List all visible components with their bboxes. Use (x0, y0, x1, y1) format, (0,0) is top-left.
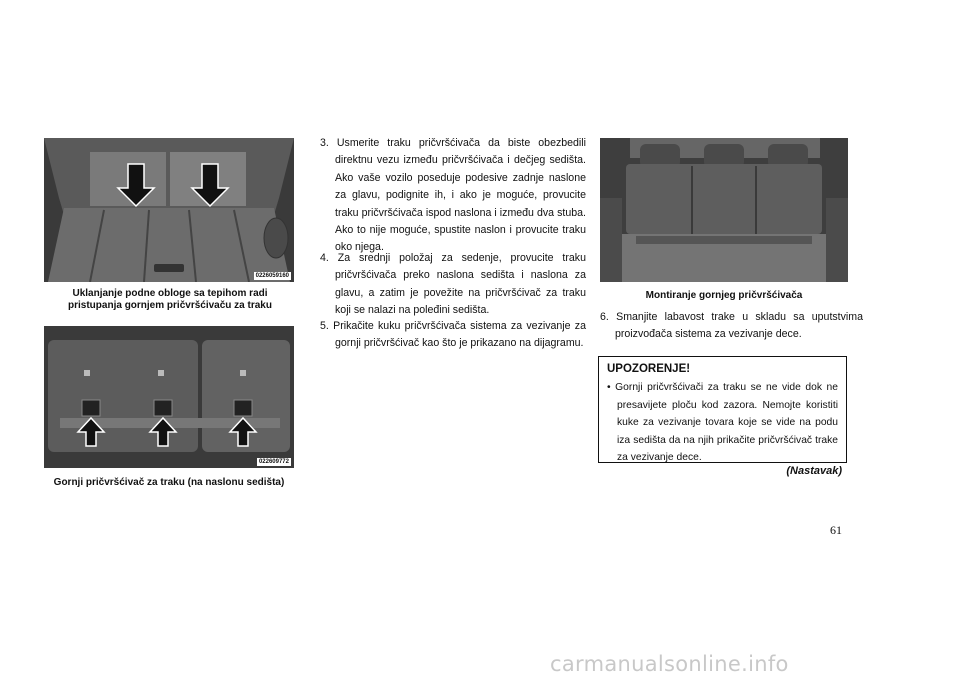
continued-label: (Nastavak) (786, 465, 842, 477)
page-number: 61 (830, 523, 842, 537)
step-text: Usmerite traku pričvršćivača da biste obezbedili direktnu vezu između pričvršćivača i dečjeg sedišta. Ako vaše vozilo poseduje podesive zadnje naslone za glavu, podignite ih, i ako je moguće, provucite traku pričvršćivača ispod naslona i između dva stuba. Ako to nije moguće, spustite naslon i provucite traku oko njega. (335, 137, 586, 254)
figure-upper-anchor-install-photo (600, 138, 848, 282)
step-number: 4. (320, 252, 329, 264)
step-6 (600, 309, 863, 344)
step-number: 6. (600, 311, 609, 323)
warning-bullet: • (607, 382, 611, 393)
warning-item (607, 379, 838, 467)
step-4 (320, 250, 586, 320)
figure-seatback-anchors-photo (44, 326, 294, 468)
step-text: Smanjite labavost trake u skladu sa uputstvima proizvođača sistema za vezivanje dece. (615, 311, 863, 341)
step-number: 3. (320, 137, 329, 149)
step-text: Prikačite kuku pričvršćivača sistema za vezivanje za gornji pričvršćivač kao što je prikazano na dijagramu. (333, 320, 586, 350)
seatback-anchors-illustration (44, 326, 294, 468)
step-number: 5. (320, 320, 329, 332)
cargo-floor-illustration (44, 138, 294, 282)
step-text: Za srednji položaj za sedenje, provucite traku pričvršćivača preko naslona sedišta i naslona za glavu, a zatim je povežite na pričvršćivač za traku koji se nalazi na poleđini sedišta. (335, 252, 586, 317)
step-3 (320, 135, 586, 257)
figure-code: 022609772 (258, 459, 289, 465)
figure-caption-upper-anchor-install: Montiranje gornjeg pričvršćivača (645, 290, 803, 301)
upper-anchor-install-illustration (600, 138, 848, 282)
warning-box (598, 356, 847, 463)
figure-caption-seatback-anchors: Gornji pričvršćivač za traku (na naslonu sedišta) (53, 477, 285, 488)
warning-item-text: Gornji pričvršćivači za traku se ne vide dok ne presavijete ploču kod zazora. Nemojte koristiti kuke za vezivanje tovara koje se vide na podu iza sedišta da na njih prikačite pričvršćivač trake za vezivanje dece. (615, 382, 838, 464)
step-5 (320, 318, 586, 353)
figure-cargo-floor-photo (44, 138, 294, 282)
figure-code: 0226059160 (255, 273, 289, 279)
figure-caption-cargo-floor: Uklanjanje podne obloge sa tepihom radi pristupanja gornjem pričvršćivaču za traku (68, 288, 272, 311)
watermark: carmanualsonline.info (550, 652, 789, 676)
warning-title: UPOZORENJE! (607, 363, 691, 375)
